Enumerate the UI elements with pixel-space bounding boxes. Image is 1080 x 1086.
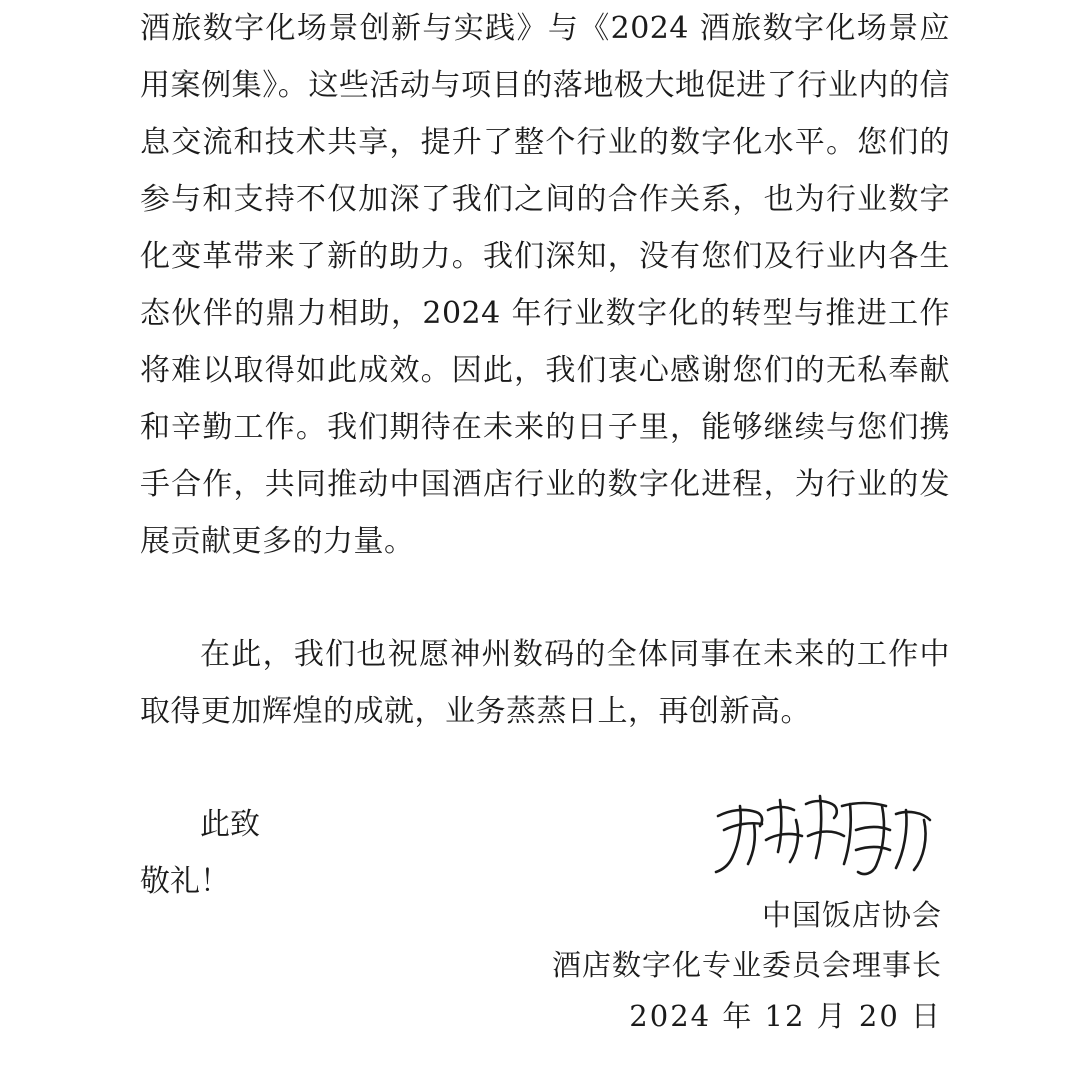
signature-organization: 中国饭店协会 <box>761 898 942 932</box>
signature-date: 2024 年 12 月 20 日 <box>629 999 942 1033</box>
signature-title: 酒店数字化专业委员会理事长 <box>551 948 942 982</box>
closing-valediction: 敬礼！ <box>140 864 230 899</box>
paragraph-1: 酒旅数字化场景创新与实践》与《2024 酒旅数字化场景应用案例集》。这些活动与项目的落地极大地促进了行业内的信息交流和技术共享，提升了整个行业的数字化水平。您们的参与和支持不仅加深了我们之间的合作关系，也为行业数字化变革带来了新的助力。我们深知，没有您们及行业内各生态伙伴的鼎力相助，2024 年行业数字化的转型与推进工作将难以取得如此成效。因此，我们衷心感谢您们的无私奉献和辛勤工作。我们期待在未来的日子里，能够继续与您们携手合作，共同推动中国酒店行业的数字化进程，为行业的发展贡献更多的力量。 <box>140 11 950 559</box>
closing-salutation: 此致 <box>200 807 260 842</box>
signature-block <box>490 780 950 1042</box>
paragraph-spacer <box>140 570 950 626</box>
handwritten-signature-icon <box>710 780 940 890</box>
document-body <box>140 0 950 740</box>
paragraph-2: 在此，我们也祝愿神州数码的全体同事在未来的工作中取得更加辉煌的成就，业务蒸蒸日上，再创新高。 <box>140 637 950 729</box>
